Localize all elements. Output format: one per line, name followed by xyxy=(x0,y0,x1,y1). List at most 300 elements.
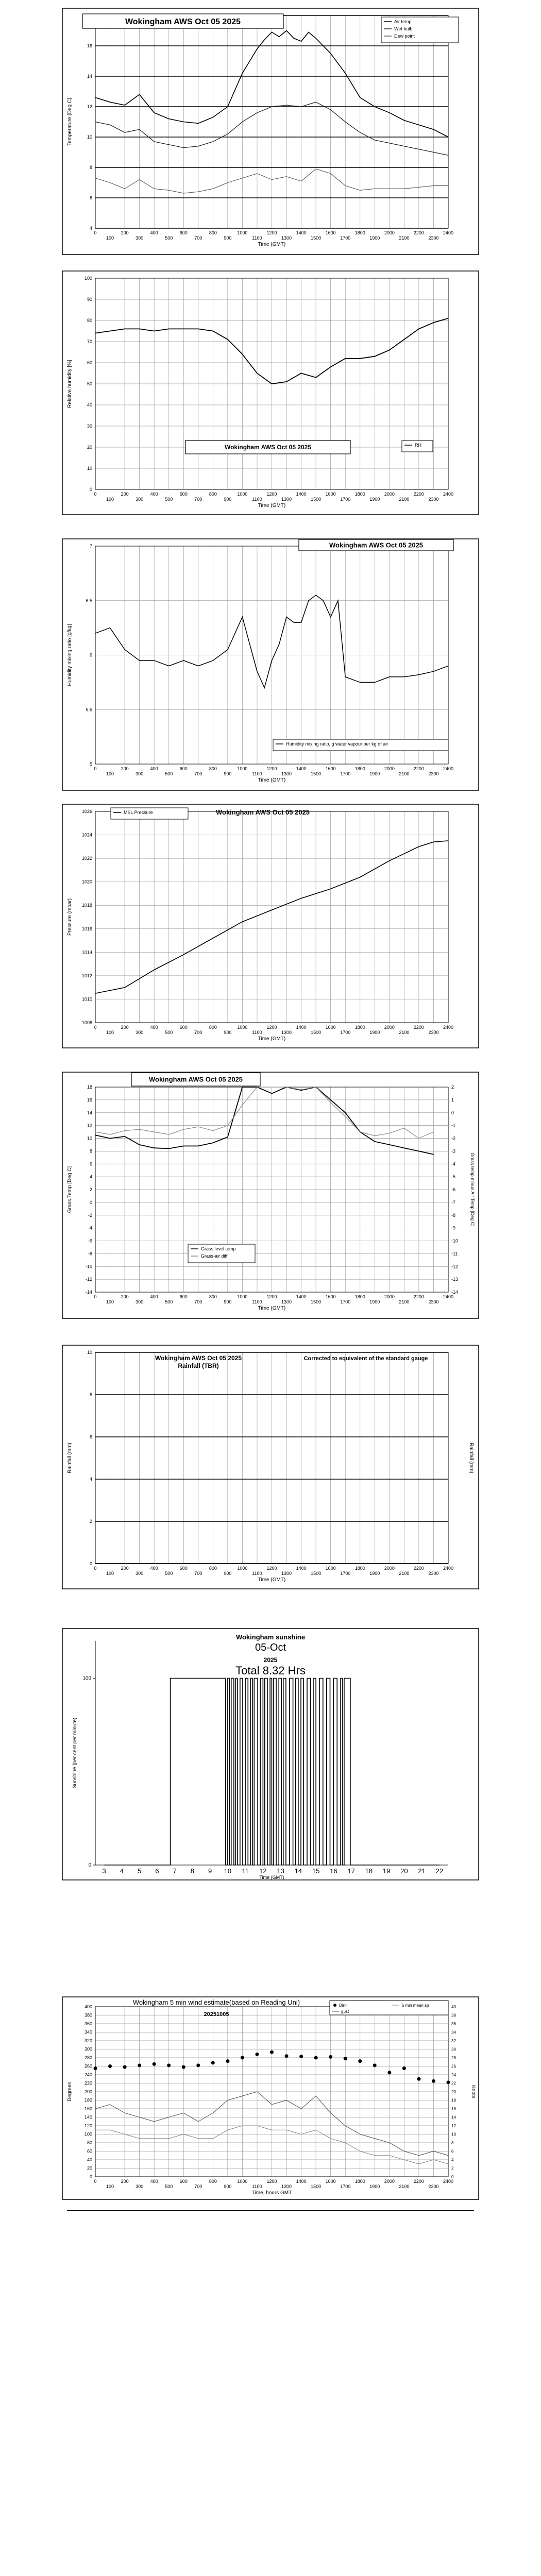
direction-point xyxy=(167,2063,171,2067)
y-tick-label: 5 xyxy=(89,761,92,767)
x-tick-label: 300 xyxy=(136,771,144,776)
x-tick-label: 400 xyxy=(150,1294,158,1299)
x-tick-label: 14 xyxy=(294,1867,302,1875)
legend-entry: RH xyxy=(415,443,421,448)
x-tick-label: 21 xyxy=(418,1867,426,1875)
y2-tick-label: -7 xyxy=(451,1199,456,1205)
x-tick-label: 1200 xyxy=(266,1025,277,1030)
x-tick-label: 2000 xyxy=(384,1566,395,1571)
x-tick-label: 2000 xyxy=(384,1294,395,1299)
x-tick-label: 2200 xyxy=(413,492,424,497)
y-tick-label: 120 xyxy=(84,2123,92,2128)
y-tick-label: 1008 xyxy=(81,1020,92,1025)
x-tick-label: 1800 xyxy=(354,1566,365,1571)
y2-tick-label: 20 xyxy=(451,2090,456,2094)
legend-entry: Dirn xyxy=(339,2003,347,2008)
x-tick-label: 200 xyxy=(121,1025,129,1030)
y2-tick-label: 0 xyxy=(451,1110,454,1115)
y2-tick-label: -8 xyxy=(451,1212,456,1218)
x-tick-label: 1900 xyxy=(369,1299,380,1304)
x-tick-label: 300 xyxy=(136,1030,144,1035)
x-tick-label: 12 xyxy=(259,1867,267,1875)
x-tick-label: 1400 xyxy=(296,1566,307,1571)
x-tick-label: 500 xyxy=(165,1299,173,1304)
y-tick-label: 80 xyxy=(87,318,92,323)
x-tick-label: 1300 xyxy=(281,1030,292,1035)
direction-point xyxy=(138,2063,141,2067)
x-tick-label: 1500 xyxy=(311,1030,322,1035)
x-tick-label: 200 xyxy=(121,2179,129,2184)
x-tick-label: 1000 xyxy=(237,2179,248,2184)
y-tick-label: 220 xyxy=(84,2080,92,2086)
x-tick-label: 1300 xyxy=(281,771,292,776)
y-axis-label: Humidity mixing ratio [g/kg] xyxy=(67,624,73,686)
x-tick-label: 1700 xyxy=(340,235,351,241)
direction-point xyxy=(402,2066,406,2070)
y-tick-label: 1024 xyxy=(81,832,92,838)
y-tick-label: 1010 xyxy=(81,996,92,1002)
y-axis-label: Grass Temp [Deg C] xyxy=(67,1166,73,1213)
y2-tick-label: 32 xyxy=(451,2039,456,2043)
x-tick-label: 700 xyxy=(194,497,202,502)
y-tick-label: 280 xyxy=(84,2055,92,2060)
x-tick-label: 1600 xyxy=(325,492,336,497)
x-tick-label: 1900 xyxy=(369,771,380,776)
y-tick-label: 200 xyxy=(84,2089,92,2094)
y-tick-label: 50 xyxy=(87,381,92,386)
y2-tick-label: -1 xyxy=(451,1123,456,1128)
y-tick-label: 60 xyxy=(87,360,92,365)
chart-title: Wokingham 5 min wind estimate(based on Reading Uni) xyxy=(132,1998,300,2006)
x-tick-label: 2200 xyxy=(413,2179,424,2184)
x-axis-label: Time (GMT) xyxy=(259,1875,284,1880)
pressure-chart-panel xyxy=(62,804,479,1048)
legend-box xyxy=(381,17,459,43)
x-tick-label: 1900 xyxy=(369,235,380,241)
x-axis-label: Time (GMT) xyxy=(258,242,286,247)
y-tick-label: 7 xyxy=(89,544,92,549)
x-tick-label: 1100 xyxy=(252,1299,262,1304)
x-tick-label: 1200 xyxy=(266,1294,277,1299)
x-tick-label: 1800 xyxy=(354,492,365,497)
chart-subtitle: 20251005 xyxy=(204,2011,229,2018)
x-tick-label: 100 xyxy=(106,1571,114,1576)
x-tick-label: 2200 xyxy=(413,766,424,771)
y-axis-label: Relative humidity [%] xyxy=(67,360,73,408)
legend-entry: Grass level temp xyxy=(201,1246,236,1251)
x-tick-label: 3 xyxy=(102,1867,106,1875)
x-tick-label: 1100 xyxy=(252,1571,262,1576)
x-tick-label: 900 xyxy=(224,497,232,502)
x-tick-label: 1600 xyxy=(325,1025,336,1030)
y-tick-label: 0 xyxy=(89,1561,92,1566)
y2-tick-label: 38 xyxy=(451,2013,456,2018)
direction-point xyxy=(417,2077,420,2081)
x-tick-label: 2400 xyxy=(443,492,454,497)
direction-point xyxy=(447,2080,450,2084)
chart-subtitle: Rainfall (TBR) xyxy=(178,1362,219,1369)
wind-chart xyxy=(62,1996,479,2200)
x-tick-label: 2400 xyxy=(443,230,454,235)
y2-tick-label: -6 xyxy=(451,1187,456,1192)
x-tick-label: 18 xyxy=(365,1867,373,1875)
y2-tick-label: -11 xyxy=(451,1251,458,1257)
x-tick-label: 1200 xyxy=(266,766,277,771)
y-tick-label: 0 xyxy=(89,1199,92,1205)
x-tick-label: 0 xyxy=(94,492,97,497)
y2-tick-label: -13 xyxy=(451,1277,459,1282)
x-tick-label: 200 xyxy=(121,1566,129,1571)
x-tick-label: 400 xyxy=(150,1025,158,1030)
y-tick-label: 90 xyxy=(87,297,92,302)
y-axis-label: Temperature [Deg C] xyxy=(67,98,73,146)
y-tick-label: 1022 xyxy=(81,856,92,861)
x-tick-label: 1600 xyxy=(325,1566,336,1571)
x-tick-label: 100 xyxy=(106,1030,114,1035)
y-tick-label: 140 xyxy=(84,2114,92,2120)
direction-point xyxy=(373,2063,377,2067)
x-axis-label: Time, hours GMT xyxy=(251,2190,292,2196)
rainfall-chart-panel xyxy=(62,1345,479,1589)
x-tick-label: 200 xyxy=(121,766,129,771)
x-tick-label: 1400 xyxy=(296,1294,307,1299)
x-tick-label: 700 xyxy=(194,1030,202,1035)
y-tick-label: 360 xyxy=(84,2021,92,2026)
sunshine-chart-panel xyxy=(62,1628,479,1880)
x-tick-label: 1800 xyxy=(354,1294,365,1299)
y2-tick-label: 0 xyxy=(451,2175,454,2179)
x-tick-label: 2400 xyxy=(443,1025,454,1030)
y2-axis-label: Knots xyxy=(470,2085,476,2098)
x-tick-label: 1100 xyxy=(252,235,262,241)
x-tick-label: 300 xyxy=(136,2184,144,2189)
direction-point xyxy=(108,2064,112,2068)
legend-entry: MSL Pressure xyxy=(124,810,153,815)
x-tick-label: 1400 xyxy=(296,766,307,771)
y2-tick-label: 10 xyxy=(451,2132,456,2137)
y2-axis-label: Grass temp minus Air Temp [Deg C] xyxy=(470,1153,475,1227)
x-tick-label: 10 xyxy=(224,1867,232,1875)
y-tick-label: 4 xyxy=(89,226,92,231)
y-tick-label: 5.5 xyxy=(86,707,92,713)
x-tick-label: 1900 xyxy=(369,1030,380,1035)
x-tick-label: 2200 xyxy=(413,1025,424,1030)
y-tick-label: 6 xyxy=(89,1161,92,1167)
y2-tick-label: 30 xyxy=(451,2047,456,2052)
y2-tick-label: 28 xyxy=(451,2056,456,2060)
y-tick-label: 40 xyxy=(87,402,92,408)
y-tick-label: 0 xyxy=(88,1862,91,1868)
y-tick-label: 16 xyxy=(87,1097,92,1103)
x-tick-label: 0 xyxy=(94,1294,97,1299)
y-tick-label: 0 xyxy=(89,487,92,492)
y-tick-label: -8 xyxy=(88,1251,92,1257)
x-tick-label: 1100 xyxy=(252,1030,262,1035)
x-tick-label: 1600 xyxy=(325,2179,336,2184)
y-tick-label: 0 xyxy=(89,2174,92,2179)
x-tick-label: 2400 xyxy=(443,2179,454,2184)
y-tick-label: 10 xyxy=(87,466,92,471)
x-tick-label: 700 xyxy=(194,1571,202,1576)
legend-entry: Wet bulb xyxy=(394,26,413,31)
x-tick-label: 1600 xyxy=(325,1294,336,1299)
x-tick-label: 100 xyxy=(106,2184,114,2189)
x-tick-label: 2000 xyxy=(384,1025,395,1030)
y-tick-label: 12 xyxy=(87,104,92,109)
sunshine-chart xyxy=(62,1628,479,1880)
x-tick-label: 0 xyxy=(94,766,97,771)
x-tick-label: 2000 xyxy=(384,230,395,235)
x-tick-label: 2400 xyxy=(443,1566,454,1571)
x-tick-label: 1100 xyxy=(252,497,262,502)
y-tick-label: 20 xyxy=(87,445,92,450)
x-tick-label: 1500 xyxy=(311,1299,322,1304)
x-tick-label: 11 xyxy=(242,1867,249,1875)
x-tick-label: 800 xyxy=(209,1025,217,1030)
x-tick-label: 500 xyxy=(165,1030,173,1035)
x-tick-label: 1500 xyxy=(311,235,322,241)
direction-point xyxy=(432,2079,435,2083)
x-tick-label: 8 xyxy=(190,1867,194,1875)
x-tick-label: 200 xyxy=(121,230,129,235)
x-tick-label: 2300 xyxy=(428,2184,439,2189)
y-tick-label: 6.5 xyxy=(86,598,92,603)
y2-tick-label: 34 xyxy=(451,2030,456,2035)
y2-tick-label: 26 xyxy=(451,2064,456,2069)
bottom-separator xyxy=(67,2210,474,2211)
direction-point xyxy=(196,2063,200,2067)
temperature-chart xyxy=(62,8,479,255)
x-tick-label: 2300 xyxy=(428,1571,439,1576)
y-tick-label: 18 xyxy=(87,1084,92,1090)
x-tick-label: 1800 xyxy=(354,1025,365,1030)
rainfall-chart xyxy=(62,1345,479,1589)
wind-chart-panel xyxy=(62,1996,479,2200)
y-tick-label: 8 xyxy=(89,165,92,170)
x-tick-label: 6 xyxy=(155,1867,159,1875)
y2-tick-label: -14 xyxy=(451,1290,459,1295)
legend-entry: gust xyxy=(341,2009,349,2014)
y-tick-label: 30 xyxy=(87,423,92,429)
x-tick-label: 700 xyxy=(194,1299,202,1304)
x-tick-label: 600 xyxy=(179,230,188,235)
y2-tick-label: 18 xyxy=(451,2098,456,2103)
y-tick-label: 100 xyxy=(84,276,92,281)
x-tick-label: 1700 xyxy=(340,1571,351,1576)
x-tick-label: 19 xyxy=(382,1867,391,1875)
x-tick-label: 100 xyxy=(106,235,114,241)
y-tick-label: -4 xyxy=(88,1225,92,1231)
y-tick-label: 14 xyxy=(87,74,92,79)
x-tick-label: 1700 xyxy=(340,771,351,776)
x-tick-label: 2000 xyxy=(384,492,395,497)
x-tick-label: 600 xyxy=(179,766,188,771)
y-tick-label: 10 xyxy=(87,1136,92,1141)
x-tick-label: 20 xyxy=(400,1867,408,1875)
y2-tick-label: -10 xyxy=(451,1238,459,1244)
x-tick-label: 1300 xyxy=(281,1571,292,1576)
y2-tick-label: 1 xyxy=(451,1097,454,1103)
chart-title: Wokingham AWS Oct 05 2025 xyxy=(329,541,424,549)
x-tick-label: 800 xyxy=(209,1566,217,1571)
y-tick-label: 4 xyxy=(89,1174,92,1180)
x-tick-label: 2100 xyxy=(399,771,410,776)
x-tick-label: 500 xyxy=(165,771,173,776)
chart-note: Corrected to equivalent of the standard gauge xyxy=(303,1355,428,1362)
y2-tick-label: 4 xyxy=(451,2158,454,2162)
y-tick-label: 80 xyxy=(87,2140,92,2145)
x-tick-label: 100 xyxy=(106,1299,114,1304)
direction-point xyxy=(255,2053,259,2056)
direction-point xyxy=(270,2050,274,2054)
x-tick-label: 2200 xyxy=(413,1566,424,1571)
x-tick-label: 9 xyxy=(208,1867,212,1875)
direction-point xyxy=(344,2057,347,2060)
direction-point xyxy=(314,2056,318,2060)
chart-year: 2025 xyxy=(263,1656,278,1664)
y2-tick-label: -12 xyxy=(451,1264,459,1269)
x-tick-label: 400 xyxy=(150,1566,158,1571)
direction-point xyxy=(153,2062,156,2066)
y2-tick-label: 2 xyxy=(451,2166,454,2171)
y-tick-label: 1018 xyxy=(81,903,92,908)
chart-date: 05-Oct xyxy=(255,1642,286,1653)
legend-entry: Dew point xyxy=(394,33,415,39)
x-tick-label: 1000 xyxy=(237,1025,248,1030)
y-tick-label: -12 xyxy=(85,1277,92,1282)
legend-entry: Air temp xyxy=(394,19,412,24)
x-tick-label: 17 xyxy=(347,1867,355,1875)
direction-point xyxy=(241,2056,244,2060)
x-axis-label: Time (GMT) xyxy=(258,1036,286,1042)
y2-tick-label: 2 xyxy=(451,1084,454,1090)
x-tick-label: 2000 xyxy=(384,2179,395,2184)
x-tick-label: 1900 xyxy=(369,1571,380,1576)
chart-total: Total 8.32 Hrs xyxy=(235,1664,306,1677)
x-tick-label: 1600 xyxy=(325,230,336,235)
y-tick-label: -10 xyxy=(85,1264,92,1269)
direction-point xyxy=(358,2059,362,2063)
x-tick-label: 700 xyxy=(194,771,202,776)
x-tick-label: 1200 xyxy=(266,1566,277,1571)
x-tick-label: 1800 xyxy=(354,230,365,235)
y-tick-label: 12 xyxy=(87,1123,92,1128)
x-axis-label: Time (GMT) xyxy=(258,777,286,783)
x-tick-label: 1000 xyxy=(237,1566,248,1571)
y-tick-label: -14 xyxy=(85,1290,92,1295)
chart-title: Wokingham sunshine xyxy=(235,1633,306,1641)
x-tick-label: 1200 xyxy=(266,2179,277,2184)
grass-temp-chart xyxy=(62,1072,479,1319)
y-tick-label: 8 xyxy=(89,1148,92,1154)
x-tick-label: 1800 xyxy=(354,2179,365,2184)
y-tick-label: 10 xyxy=(87,1350,92,1355)
chart-title: Wokingham AWS Oct 05 2025 xyxy=(215,808,310,816)
chart-title: Wokingham AWS Oct 05 2025 xyxy=(148,1075,243,1083)
y-tick-label: 240 xyxy=(84,2072,92,2077)
x-tick-label: 1200 xyxy=(266,230,277,235)
y-tick-label: 6 xyxy=(89,652,92,658)
y-tick-label: 70 xyxy=(87,339,92,344)
x-tick-label: 800 xyxy=(209,1294,217,1299)
x-tick-label: 600 xyxy=(179,492,188,497)
x-tick-label: 500 xyxy=(165,2184,173,2189)
x-tick-label: 700 xyxy=(194,2184,202,2189)
x-tick-label: 2100 xyxy=(399,497,410,502)
x-tick-label: 200 xyxy=(121,1294,129,1299)
x-tick-label: 2100 xyxy=(399,1030,410,1035)
x-tick-label: 1600 xyxy=(325,766,336,771)
direction-point xyxy=(123,2065,127,2069)
x-tick-label: 2100 xyxy=(399,235,410,241)
y-axis-label: Sunshine (per cent per minute) xyxy=(72,1717,78,1789)
x-tick-label: 800 xyxy=(209,766,217,771)
x-tick-label: 1500 xyxy=(311,2184,322,2189)
humidity-chart xyxy=(62,270,479,515)
y-tick-label: 1020 xyxy=(81,879,92,885)
y2-tick-label: 40 xyxy=(451,2005,456,2009)
legend-entry: Humidity mixing ratio, g water vapour per kg of air xyxy=(286,741,388,747)
x-tick-label: 2300 xyxy=(428,1299,439,1304)
x-tick-label: 1300 xyxy=(281,235,292,241)
x-tick-label: 2300 xyxy=(428,235,439,241)
x-tick-label: 500 xyxy=(165,1571,173,1576)
x-tick-label: 800 xyxy=(209,2179,217,2184)
y2-tick-label: 6 xyxy=(451,2149,454,2154)
x-tick-label: 1700 xyxy=(340,2184,351,2189)
y-tick-label: 6 xyxy=(89,1434,92,1439)
y-tick-label: -6 xyxy=(88,1238,92,1244)
y2-tick-label: -9 xyxy=(451,1225,456,1231)
x-tick-label: 5 xyxy=(138,1867,142,1875)
y-tick-label: 100 xyxy=(84,2131,92,2137)
humidity-chart-panel xyxy=(62,270,479,515)
chart-title: Wokingham AWS Oct 05 2025 xyxy=(155,1354,242,1362)
x-tick-label: 1500 xyxy=(311,771,322,776)
y-tick-label: 100 xyxy=(82,1675,91,1682)
x-tick-label: 900 xyxy=(224,771,232,776)
x-tick-label: 2300 xyxy=(428,497,439,502)
x-tick-label: 1000 xyxy=(237,766,248,771)
direction-point xyxy=(285,2054,289,2058)
x-tick-label: 400 xyxy=(150,766,158,771)
x-tick-label: 0 xyxy=(94,1025,97,1030)
x-tick-label: 500 xyxy=(165,497,173,502)
x-tick-label: 15 xyxy=(312,1867,320,1875)
x-tick-label: 600 xyxy=(179,1294,188,1299)
x-tick-label: 1500 xyxy=(311,497,322,502)
x-tick-label: 400 xyxy=(150,492,158,497)
y-tick-label: 2 xyxy=(89,1187,92,1192)
mixing-ratio-chart xyxy=(62,538,479,791)
x-tick-label: 1900 xyxy=(369,2184,380,2189)
x-tick-label: 2000 xyxy=(384,766,395,771)
x-tick-label: 1300 xyxy=(281,2184,292,2189)
x-tick-label: 1200 xyxy=(266,492,277,497)
y-tick-label: 10 xyxy=(87,134,92,140)
y2-tick-label: 36 xyxy=(451,2022,456,2026)
y-tick-label: -2 xyxy=(88,1212,92,1218)
y2-tick-label: 16 xyxy=(451,2107,456,2111)
y-tick-label: 400 xyxy=(84,2004,92,2009)
x-tick-label: 4 xyxy=(120,1867,124,1875)
x-tick-label: 600 xyxy=(179,1025,188,1030)
x-tick-label: 300 xyxy=(136,1571,144,1576)
x-tick-label: 300 xyxy=(136,235,144,241)
y-tick-label: 4 xyxy=(89,1477,92,1482)
pressure-chart xyxy=(62,804,479,1048)
x-tick-label: 900 xyxy=(224,1571,232,1576)
